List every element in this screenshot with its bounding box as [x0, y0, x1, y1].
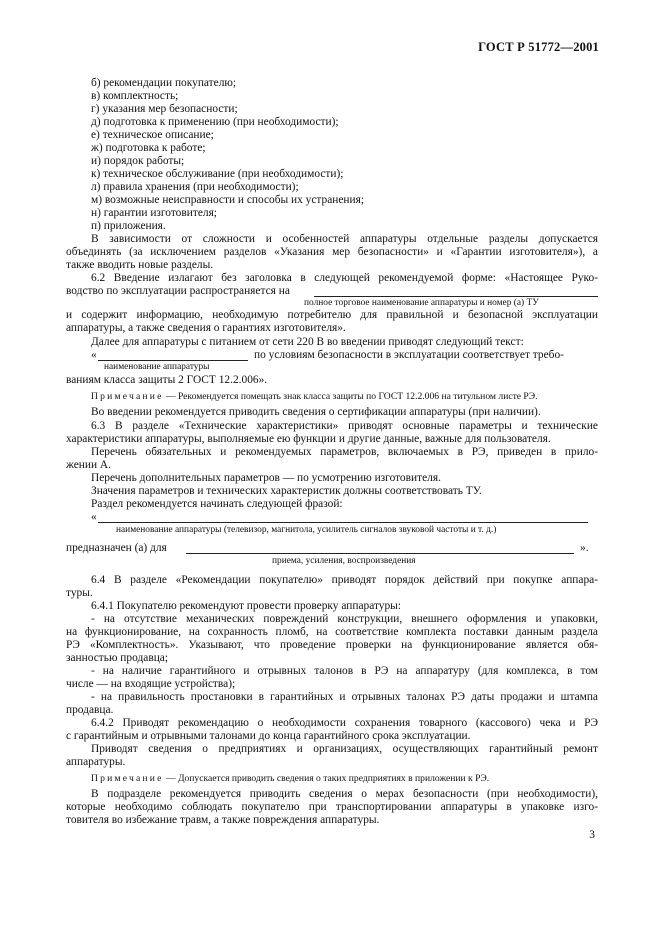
paragraph-line: Во введении рекомендуется приводить сведения о сертификации аппаратуры (при наличии). [91, 406, 541, 418]
list-item: е) техническое описание; [91, 129, 214, 141]
bullet-line: РЭ «Комплектность». Указывают, что проведение проверки на функционирование является обя- [66, 639, 598, 651]
section-6-4-2-line: 6.4.2 Приводят рекомендацию о необходимости сохранения товарного (кассового) чека и РЭ [91, 717, 598, 729]
paragraph-line: Перечень обязательных и рекомендуемых параметров, включаемых в РЭ, приведен в прило- [91, 446, 598, 458]
field-caption: приема, усиления, воспроизведения [272, 556, 416, 566]
list-item: б) рекомендации покупателю; [91, 77, 237, 89]
list-item: и) порядок работы; [91, 155, 185, 167]
field-caption: наименование аппаратуры (телевизор, магнитола, усилитель сигналов звуковой частоты и т. д.) [116, 525, 497, 535]
document-header: ГОСТ Р 51772—2001 [478, 40, 599, 54]
list-item: к) техническое обслуживание (при необходимости); [91, 168, 344, 180]
section-6-4-2-line: с гарантийным и отрывными талонами до конца гарантийного срока эксплуатации. [66, 730, 471, 742]
paragraph-line: В зависимости от сложности и особенностей аппаратуры отдельные разделы допускается [91, 233, 598, 245]
fill-in-rule [98, 360, 248, 361]
paragraph-line: аппаратуры. [66, 756, 126, 768]
list-item: г) указания мер безопасности; [91, 103, 238, 115]
section-6-2-line: 6.2 Введение излагают без заголовка в следующей рекомендуемой форме: «Настоящее Руко- [91, 272, 598, 284]
bullet-line: - на правильность простановки в гарантийных и отрывных талонах РЭ даты продажи и штампа [91, 691, 598, 703]
paragraph-line: В подразделе рекомендуется приводить сведения о мерах безопасности (при необходимости), [91, 788, 598, 800]
paragraph-line: Значения параметров и технических характеристик должны соответствовать ТУ. [91, 485, 482, 497]
section-6-4-line: туры. [66, 587, 93, 599]
section-6-2-line: водство по эксплуатации распространяется на [66, 285, 290, 297]
fill-in-rule [186, 553, 574, 554]
fill-in-rule [314, 296, 598, 297]
bullet-line: - на наличие гарантийного и отрывных талонов в РЭ на аппаратуру (для комплекса, в том [91, 665, 598, 677]
paragraph-line: аппаратуры, а также сведения о гарантиях изготовителя». [66, 322, 346, 334]
note [91, 772, 489, 785]
bullet-line: продавца. [66, 704, 114, 716]
note-label: Примечание [91, 391, 164, 402]
paragraph-line: Раздел рекомендуется начинать следующей фразой: [91, 498, 343, 510]
note-text: — Допускается приводить сведения о таких предприятиях в приложении к РЭ. [163, 773, 490, 784]
field-caption: полное торговое наименование аппаратуры и номер (а) ТУ [304, 298, 539, 308]
list-item: н) гарантии изготовителя; [91, 207, 217, 219]
paragraph-line: Далее для аппаратуры с питанием от сети 220 В во введении приводят следующий текст: [91, 336, 524, 348]
paragraph-line: товителя во избежание травм, а также повреждения аппаратуры. [66, 814, 380, 826]
note-text: — Рекомендуется помещать знак класса защиты по ГОСТ 12.2.006 на титульном листе РЭ. [163, 391, 538, 402]
list-item: д) подготовка к применению (при необходимости); [91, 116, 339, 128]
form-line: предназначен (а) для [66, 542, 167, 554]
quote-close: ». [580, 542, 589, 554]
note-label: Примечание [91, 773, 164, 784]
field-caption: наименование аппаратуры [104, 362, 210, 372]
quote-open: « [91, 511, 97, 523]
list-item: п) приложения. [91, 220, 166, 232]
bullet-line: - на отсутствие механических повреждений конструкции, внешнего оформления и упаковки, [91, 613, 598, 625]
quote-text: по условиям безопасности в эксплуатации соответствует требо- [254, 349, 564, 361]
bullet-line: занностью продавца; [66, 652, 169, 664]
paragraph-line: и содержит информацию, необходимую потребителю для правильной и безопасной эксплуатации [66, 309, 598, 321]
paragraph-line: ваниям класса защиты 2 ГОСТ 12.2.006». [66, 374, 268, 386]
page-number: 3 [589, 829, 595, 841]
section-6-4-1-line: 6.4.1 Покупателю рекомендуют провести проверку аппаратуры: [91, 600, 401, 612]
bullet-line: на функционирование, на сохранность пломб, на соответствие комплекта поставки данным раздела [66, 626, 598, 638]
list-item: ж) подготовка к работе; [91, 142, 206, 154]
section-6-4-line: 6.4 В разделе «Рекомендации покупателю» приводят порядок действий при покупке аппара- [91, 574, 598, 586]
paragraph-line: Перечень дополнительных параметров — по усмотрению изготовителя. [91, 472, 441, 484]
fill-in-rule [98, 522, 588, 523]
paragraph-line: объединять (за исключением разделов «Указания мер безопасности» и «Гарантии изготовителя»), а [66, 246, 598, 258]
paragraph-line: также вводить новые разделы. [66, 259, 214, 271]
paragraph-line: жении А. [66, 459, 111, 471]
paragraph-line: которые необходимо соблюдать покупателю при транспортировании аппаратуры в упаковке изго- [66, 801, 598, 813]
bullet-line: числе — на входящие устройства); [66, 678, 236, 690]
list-item: л) правила хранения (при необходимости); [91, 181, 299, 193]
list-item: м) возможные неисправности и способы их устранения; [91, 194, 365, 206]
paragraph-line: Приводят сведения о предприятиях и организациях, осуществляющих гарантийный ремонт [91, 743, 598, 755]
list-item: в) комплектность; [91, 90, 179, 102]
note [91, 390, 538, 403]
section-6-3-line: характеристики аппаратуры, выполняемые ею функции и другие данные, важные для пользователя. [66, 433, 551, 445]
quote-open: « [91, 349, 97, 361]
section-6-3-line: 6.3 В разделе «Технические характеристики» приводят основные параметры и технические [91, 420, 598, 432]
